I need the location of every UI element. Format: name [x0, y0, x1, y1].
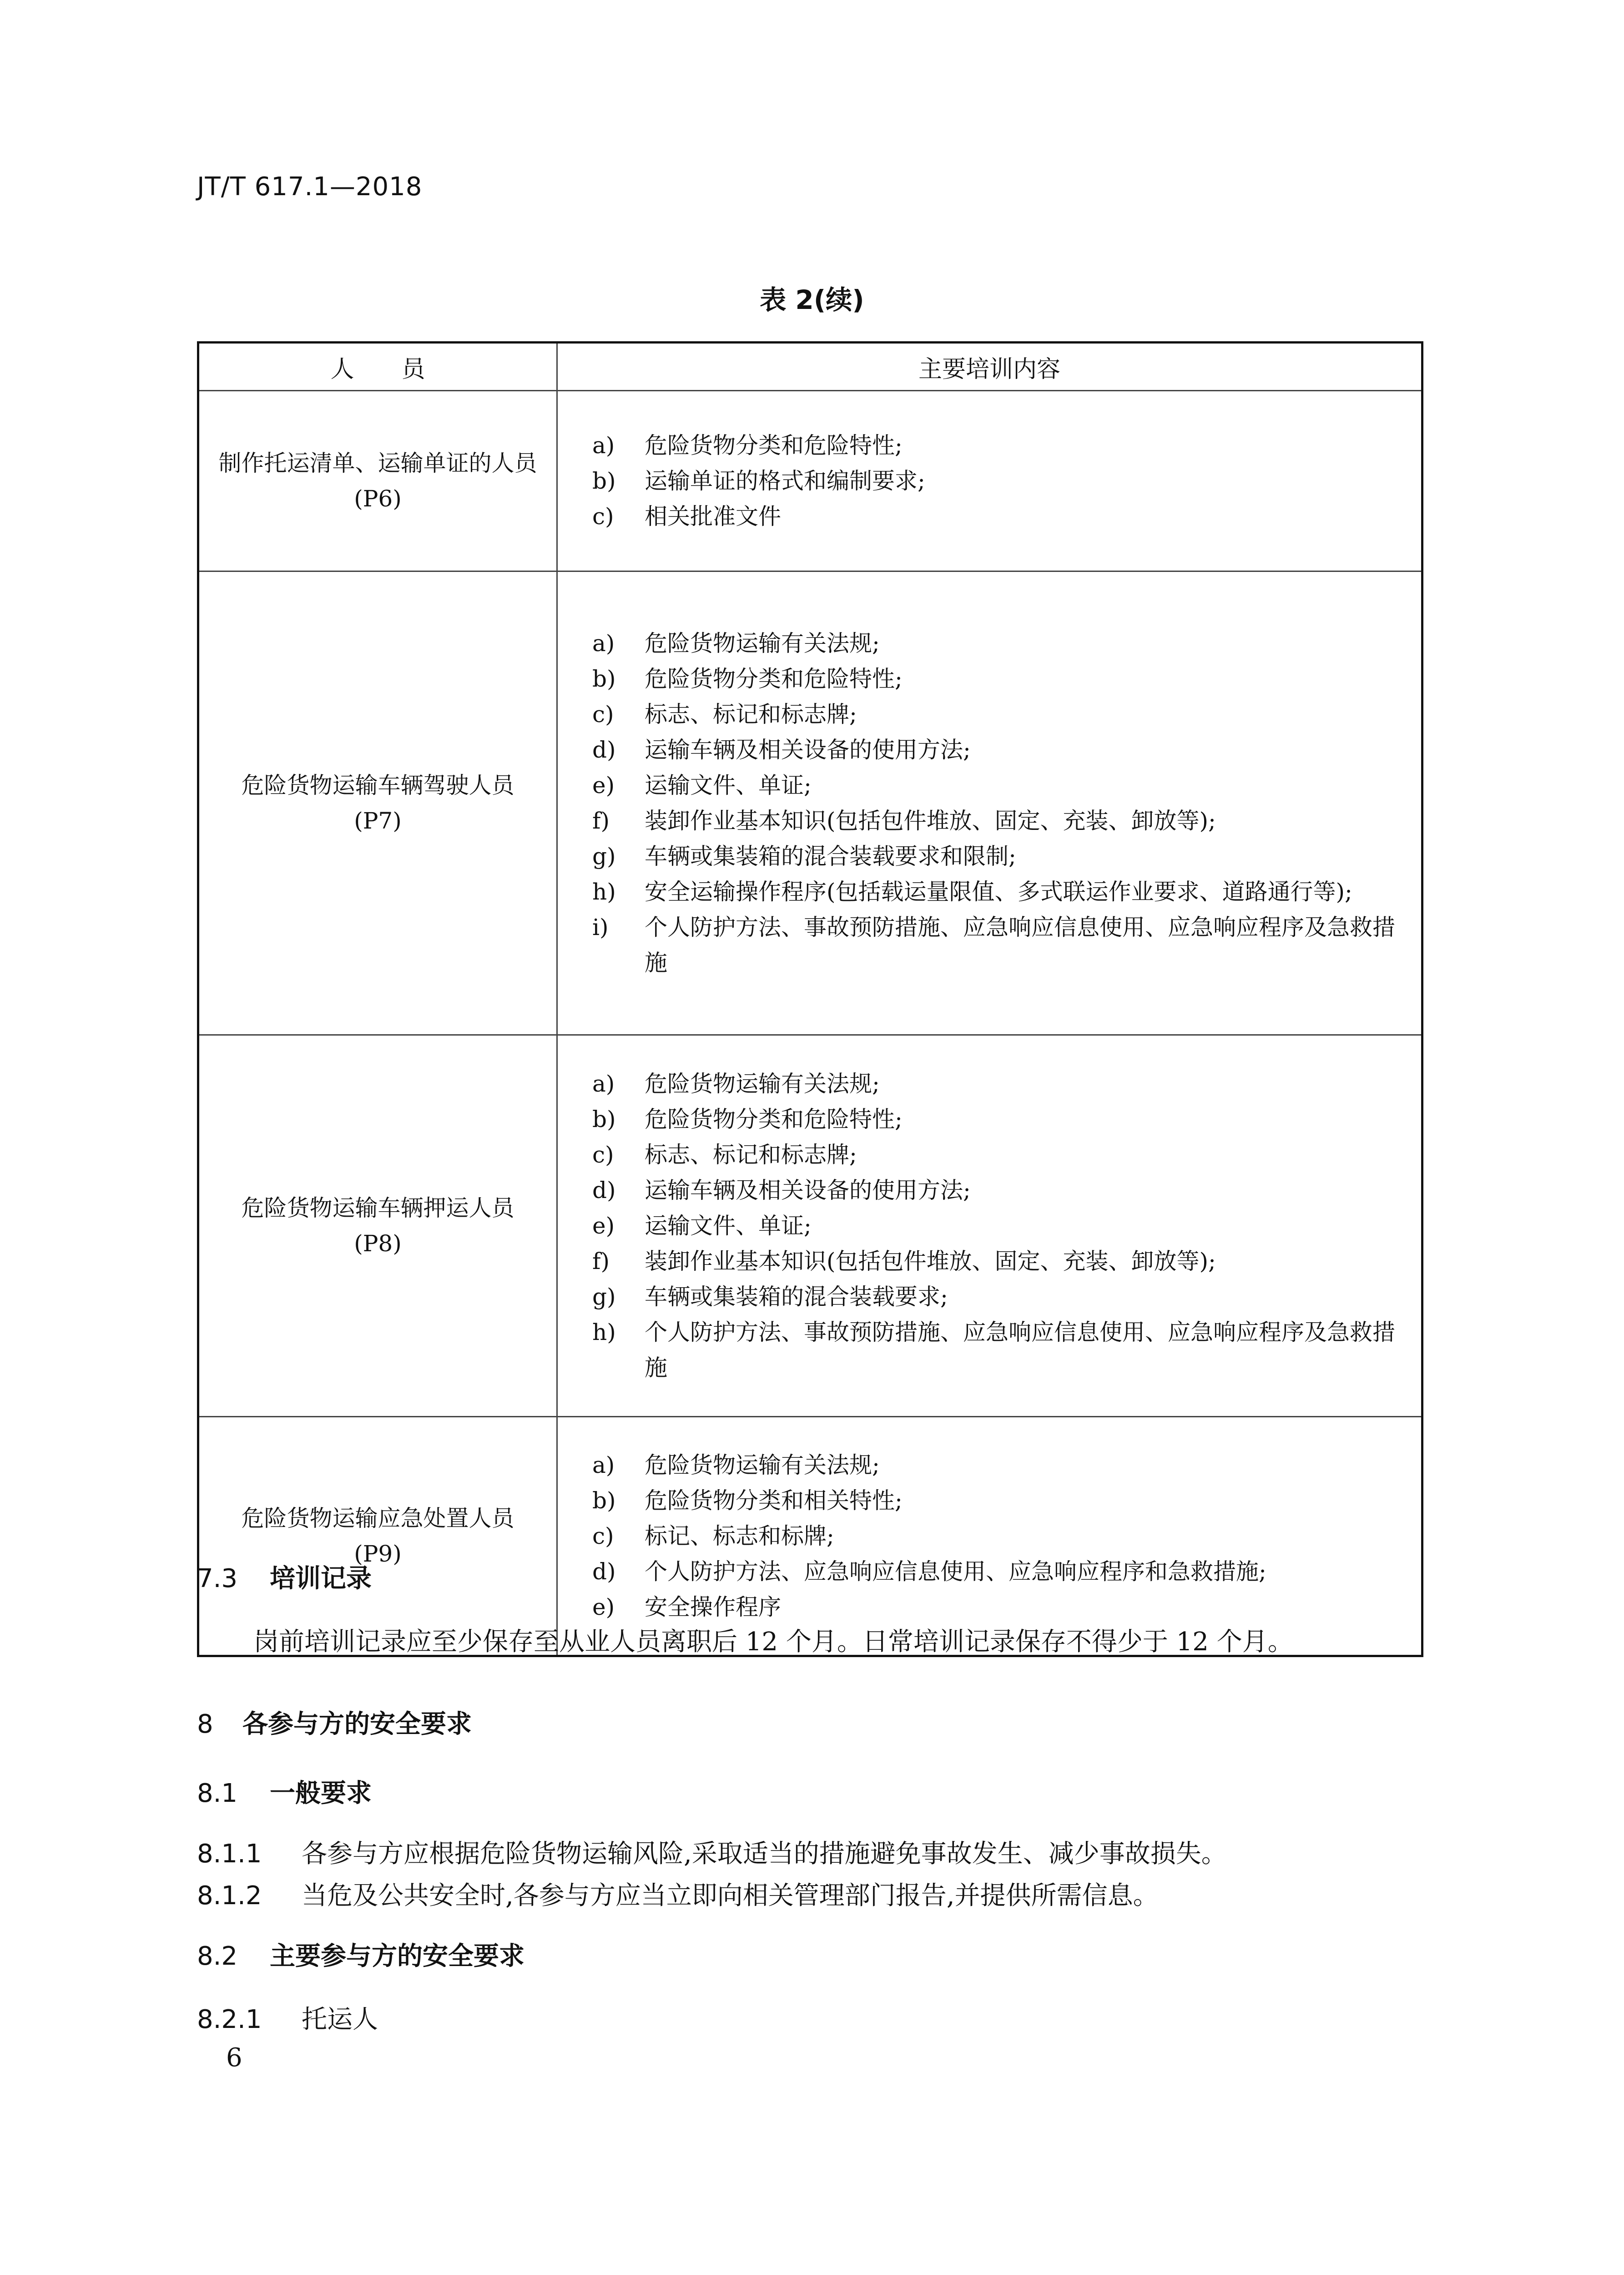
- personnel-code: (P8): [354, 1230, 402, 1257]
- item-text: 车辆或集装箱的混合装载要求;: [645, 1284, 948, 1310]
- list-item: [558, 1314, 1421, 1385]
- list-item: [558, 626, 1421, 661]
- item-marker: c): [592, 1142, 614, 1168]
- item-text: 车辆或集装箱的混合装载要求和限制;: [645, 843, 1016, 870]
- personnel-name: 危险货物运输车辆押运人员: [241, 1195, 514, 1221]
- item-marker: c): [592, 503, 614, 530]
- clause-number: 8.1.1: [197, 1839, 262, 1869]
- item-marker: g): [592, 1284, 616, 1310]
- item-marker: a): [592, 1452, 615, 1478]
- item-marker: b): [592, 1106, 616, 1132]
- section-number: 8.2: [197, 1941, 238, 1971]
- personnel-cell: [198, 391, 557, 571]
- item-marker: f): [592, 1248, 610, 1274]
- column-header-training-content: 主要培训内容: [557, 343, 1422, 391]
- table-row: [198, 1417, 1422, 1656]
- item-marker: a): [592, 432, 615, 459]
- item-marker: h): [592, 1319, 616, 1345]
- item-marker: d): [592, 737, 616, 763]
- column-header-personnel: 人 员: [198, 343, 557, 391]
- list-item: [558, 1066, 1421, 1102]
- list-item: [558, 428, 1421, 463]
- item-text: 相关批准文件: [645, 503, 781, 530]
- list-item: [558, 1102, 1421, 1137]
- personnel-cell: [198, 1417, 557, 1656]
- clause-8-2-1: [197, 1999, 378, 2036]
- item-text: 危险货物运输有关法规;: [645, 1071, 880, 1097]
- item-text: 运输文件、单证;: [645, 772, 812, 799]
- item-marker: e): [592, 1594, 615, 1620]
- item-text: 安全运输操作程序(包括载运量限值、多式联运作业要求、道路通行等);: [645, 879, 1352, 905]
- section-number: 8.1: [197, 1779, 238, 1808]
- list-item: [558, 1244, 1421, 1279]
- item-marker: i): [592, 914, 609, 940]
- item-text: 运输车辆及相关设备的使用方法;: [645, 737, 971, 763]
- table-header-row: [198, 343, 1422, 391]
- item-text: 危险货物分类和危险特性;: [645, 1106, 903, 1132]
- item-marker: b): [592, 666, 616, 692]
- section-title: 主要参与方的安全要求: [270, 1941, 525, 1971]
- item-marker: d): [592, 1177, 616, 1203]
- item-marker: e): [592, 772, 615, 799]
- list-item: [558, 874, 1421, 910]
- list-item: [558, 803, 1421, 839]
- section-number: 8: [197, 1709, 213, 1739]
- item-marker: b): [592, 1487, 616, 1514]
- section-8-heading: [197, 1704, 472, 1740]
- section-7-3-paragraph: 岗前培训记录应至少保存至从业人员离职后 12 个月。日常培训记录保存不得少于 12 个月。: [253, 1627, 1293, 1657]
- personnel-cell: [198, 571, 557, 1035]
- list-item: [558, 1173, 1421, 1208]
- personnel-name: 危险货物运输应急处置人员: [241, 1505, 514, 1532]
- table-caption: 表 2(续): [760, 284, 864, 315]
- clause-number: 8.1.2: [197, 1881, 262, 1911]
- list-item: [558, 1554, 1421, 1589]
- table-row: [198, 571, 1422, 1035]
- personnel-code: (P7): [354, 808, 402, 834]
- clause-number: 8.2.1: [197, 2005, 262, 2034]
- list-item: [558, 463, 1421, 499]
- item-marker: a): [592, 1071, 615, 1097]
- item-marker: d): [592, 1558, 616, 1585]
- page-number: 6: [226, 2043, 242, 2073]
- clause-text: 托运人: [302, 2005, 378, 2034]
- personnel-name: 危险货物运输车辆驾驶人员: [241, 772, 514, 799]
- item-text: 个人防护方法、事故预防措施、应急响应信息使用、应急响应程序及急救措施: [645, 914, 1395, 976]
- table-row: [198, 391, 1422, 571]
- list-item: [558, 1518, 1421, 1554]
- item-marker: g): [592, 843, 616, 870]
- section-title: 各参与方的安全要求: [242, 1709, 472, 1739]
- section-title: 一般要求: [270, 1779, 372, 1808]
- item-text: 危险货物分类和相关特性;: [645, 1487, 903, 1514]
- list-item: [558, 1279, 1421, 1314]
- section-7-3-heading: [197, 1558, 372, 1595]
- item-marker: b): [592, 468, 616, 494]
- item-marker: c): [592, 701, 614, 728]
- table-row: [198, 1035, 1422, 1417]
- item-text: 标志、标记和标志牌;: [645, 701, 857, 728]
- item-marker: e): [592, 1213, 615, 1239]
- list-item: [558, 1447, 1421, 1483]
- clause-8-1-1: [197, 1834, 1227, 1870]
- training-content-cell: [557, 1417, 1422, 1656]
- item-text: 个人防护方法、应急响应信息使用、应急响应程序和急救措施;: [645, 1558, 1266, 1585]
- list-item: [558, 1589, 1421, 1625]
- personnel-code: (P6): [354, 485, 402, 512]
- list-item: [558, 661, 1421, 697]
- item-text: 个人防护方法、事故预防措施、应急响应信息使用、应急响应程序及急救措施: [645, 1319, 1395, 1381]
- item-marker: f): [592, 808, 610, 834]
- item-text: 装卸作业基本知识(包括包件堆放、固定、充装、卸放等);: [645, 1248, 1216, 1274]
- training-content-cell: [557, 391, 1422, 571]
- clause-8-1-2: [197, 1876, 1159, 1912]
- document-code-header: JT/T 617.1—2018: [197, 172, 423, 202]
- personnel-name: 制作托运清单、运输单证的人员: [218, 450, 537, 476]
- item-marker: h): [592, 879, 616, 905]
- item-text: 运输车辆及相关设备的使用方法;: [645, 1177, 971, 1203]
- training-content-cell: [557, 571, 1422, 1035]
- list-item: [558, 910, 1421, 981]
- list-item: [558, 1208, 1421, 1244]
- item-text: 标志、标记和标志牌;: [645, 1142, 857, 1168]
- personnel-cell: [198, 1035, 557, 1417]
- item-text: 危险货物分类和危险特性;: [645, 666, 903, 692]
- item-marker: c): [592, 1523, 614, 1549]
- item-text: 运输单证的格式和编制要求;: [645, 468, 925, 494]
- section-8-1-heading: [197, 1773, 372, 1810]
- item-text: 标记、标志和标牌;: [645, 1523, 834, 1549]
- item-text: 运输文件、单证;: [645, 1213, 812, 1239]
- training-content-cell: [557, 1035, 1422, 1417]
- item-text: 装卸作业基本知识(包括包件堆放、固定、充装、卸放等);: [645, 808, 1216, 834]
- item-text: 危险货物运输有关法规;: [645, 1452, 880, 1478]
- list-item: [558, 499, 1421, 534]
- section-title: 培训记录: [270, 1564, 372, 1593]
- item-text: 安全操作程序: [645, 1594, 781, 1620]
- item-text: 危险货物运输有关法规;: [645, 630, 880, 657]
- item-marker: a): [592, 630, 615, 657]
- personnel-code: (P9): [354, 1541, 402, 1567]
- list-item: [558, 839, 1421, 874]
- list-item: [558, 697, 1421, 732]
- training-content-table: [197, 341, 1423, 1657]
- section-number: 7.3: [197, 1564, 238, 1593]
- item-text: 危险货物分类和危险特性;: [645, 432, 903, 459]
- section-8-2-heading: [197, 1936, 525, 1972]
- list-item: [558, 768, 1421, 803]
- list-item: [558, 1483, 1421, 1518]
- clause-text: 各参与方应根据危险货物运输风险,采取适当的措施避免事故发生、减少事故损失。: [302, 1839, 1227, 1869]
- clause-text: 当危及公共安全时,各参与方应当立即向相关管理部门报告,并提供所需信息。: [302, 1881, 1159, 1911]
- list-item: [558, 1137, 1421, 1173]
- list-item: [558, 732, 1421, 768]
